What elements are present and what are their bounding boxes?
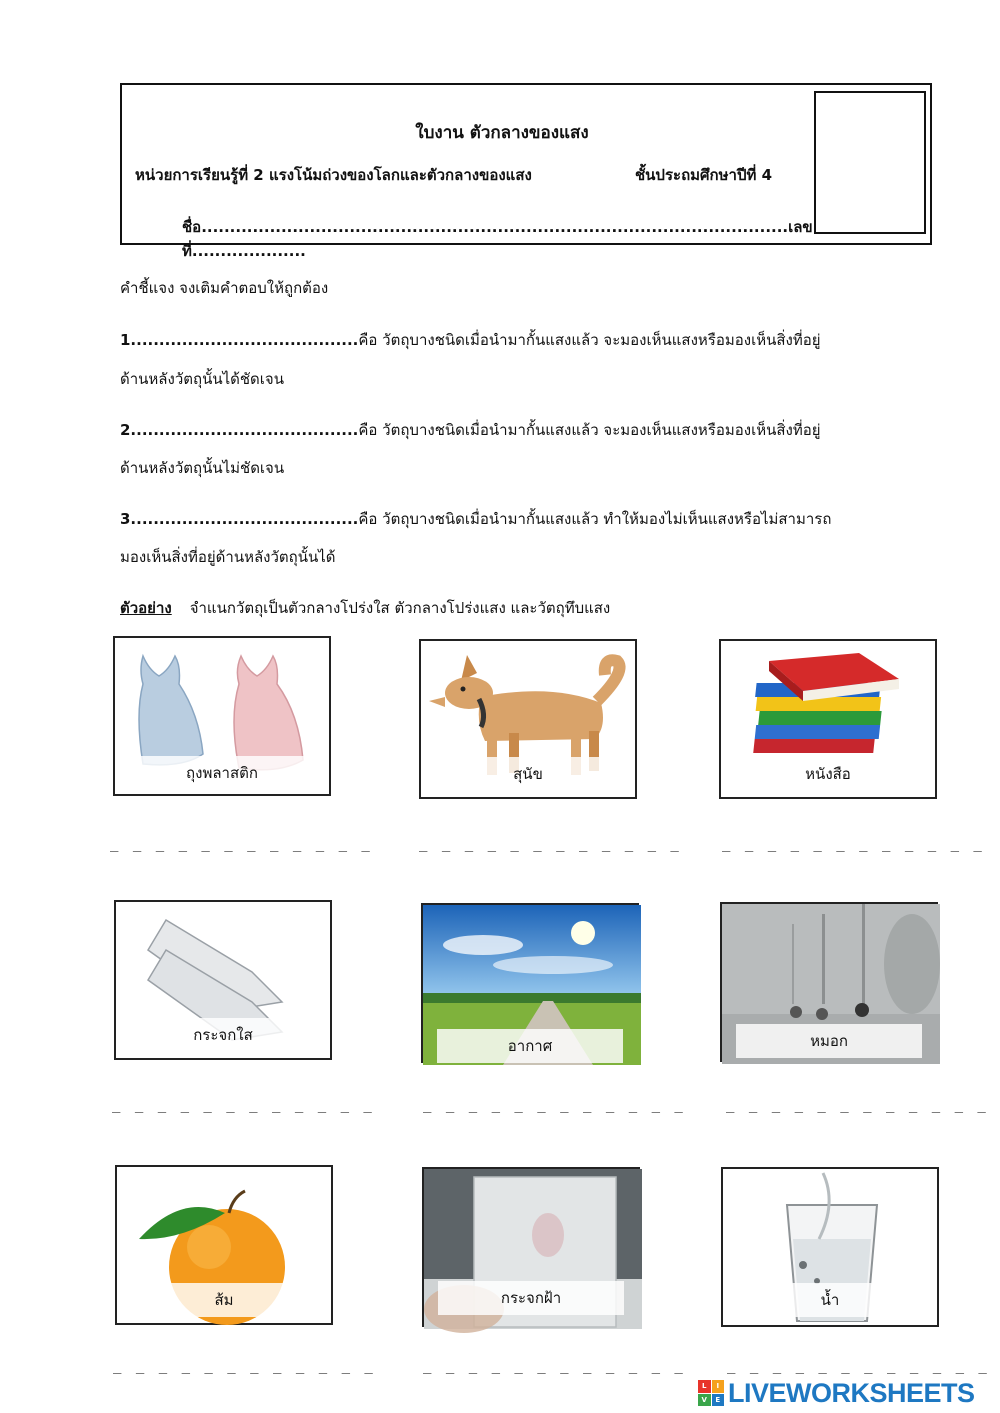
example-label: ตัวอย่าง bbox=[120, 599, 172, 617]
liveworksheets-logo bbox=[698, 1378, 975, 1408]
card-frosted-glass bbox=[422, 1167, 640, 1327]
answer-blank-1[interactable]: _ _ _ _ _ _ _ _ _ _ _ _ bbox=[110, 836, 373, 852]
card-air bbox=[421, 903, 639, 1063]
answer-blank-4[interactable]: _ _ _ _ _ _ _ _ _ _ _ _ bbox=[112, 1097, 375, 1113]
question-2 bbox=[120, 418, 821, 442]
card-clear-glass bbox=[114, 900, 332, 1060]
answer-blank-2[interactable]: _ _ _ _ _ _ _ _ _ _ _ _ bbox=[419, 836, 682, 852]
question-1-blank[interactable]: 1........................................ bbox=[120, 331, 359, 349]
worksheet-header bbox=[120, 83, 932, 260]
question-1-text: คือ วัตถุบางชนิดเมื่อนำมากั้นแสงแล้ว จะมองเห็นแสงหรือมองเห็นสิ่งที่อยู่ bbox=[358, 331, 821, 349]
card-label: สุนัข bbox=[435, 757, 621, 791]
answer-blank-9[interactable]: _ _ _ _ _ _ _ _ _ _ _ _ bbox=[727, 1358, 990, 1374]
learning-unit: หน่วยการเรียนรู้ที่ 2 แรงโน้มถ่วงของโลกและตัวกลางของแสง bbox=[135, 166, 532, 184]
card-label: ถุงพลาสติก bbox=[129, 756, 315, 790]
card-dog bbox=[419, 639, 637, 799]
card-label: หมอก bbox=[736, 1024, 922, 1058]
liveworksheets-logo-mark: L I V E bbox=[698, 1380, 724, 1406]
card-plastic-bag bbox=[113, 636, 331, 796]
card-orange bbox=[115, 1165, 333, 1325]
question-1 bbox=[120, 328, 821, 352]
example-text: จำแนกวัตถุเป็นตัวกลางโปร่งใส ตัวกลางโปร่งแสง และวัตถุทึบแสง bbox=[189, 599, 611, 617]
card-label: กระจกใส bbox=[130, 1018, 316, 1052]
answer-blank-6[interactable]: _ _ _ _ _ _ _ _ _ _ _ _ bbox=[726, 1097, 989, 1113]
answer-blank-8[interactable]: _ _ _ _ _ _ _ _ _ _ _ _ bbox=[423, 1358, 686, 1374]
liveworksheets-wordmark: LIVEWORKSHEETS bbox=[728, 1377, 975, 1408]
instructions: คำชี้แจง จงเติมคำตอบให้ถูกต้อง bbox=[120, 279, 329, 297]
question-3 bbox=[120, 507, 831, 531]
question-2-continued: ด้านหลังวัตถุนั้นไม่ชัดเจน bbox=[120, 459, 285, 477]
answer-blank-5[interactable]: _ _ _ _ _ _ _ _ _ _ _ _ bbox=[423, 1097, 686, 1113]
card-label: หนังสือ bbox=[735, 757, 921, 791]
question-3-blank[interactable]: 3........................................ bbox=[120, 510, 359, 528]
card-label: น้ำ bbox=[737, 1283, 923, 1317]
question-3-text: คือ วัตถุบางชนิดเมื่อนำมากั้นแสงแล้ว ทำให้มองไม่เห็นแสงหรือไม่สามารถ bbox=[358, 510, 832, 528]
answer-blank-7[interactable]: _ _ _ _ _ _ _ _ _ _ _ _ bbox=[113, 1358, 376, 1374]
card-water bbox=[721, 1167, 939, 1327]
name-number-line: ชื่อ.......................................................................................................เลขที่.................... bbox=[182, 218, 813, 260]
question-1-continued: ด้านหลังวัตถุนั้นได้ชัดเจน bbox=[120, 370, 284, 388]
card-label: กระจกฝ้า bbox=[438, 1281, 624, 1315]
worksheet-title: ใบงาน ตัวกลางของแสง bbox=[415, 123, 589, 143]
question-3-continued: มองเห็นสิ่งที่อยู่ด้านหลังวัตถุนั้นได้ bbox=[120, 548, 336, 566]
photo-box bbox=[814, 91, 926, 234]
grade-level: ชั้นประถมศึกษาปีที่ 4 bbox=[635, 166, 773, 184]
card-books bbox=[719, 639, 937, 799]
answer-blank-3[interactable]: _ _ _ _ _ _ _ _ _ _ _ _ bbox=[722, 836, 985, 852]
question-2-blank[interactable]: 2........................................ bbox=[120, 421, 359, 439]
card-label: อากาศ bbox=[437, 1029, 623, 1063]
question-2-text: คือ วัตถุบางชนิดเมื่อนำมากั้นแสงแล้ว จะมองเห็นแสงหรือมองเห็นสิ่งที่อยู่ bbox=[358, 421, 821, 439]
card-fog bbox=[720, 902, 938, 1062]
example-heading bbox=[120, 596, 610, 620]
card-label: ส้ม bbox=[131, 1283, 317, 1317]
